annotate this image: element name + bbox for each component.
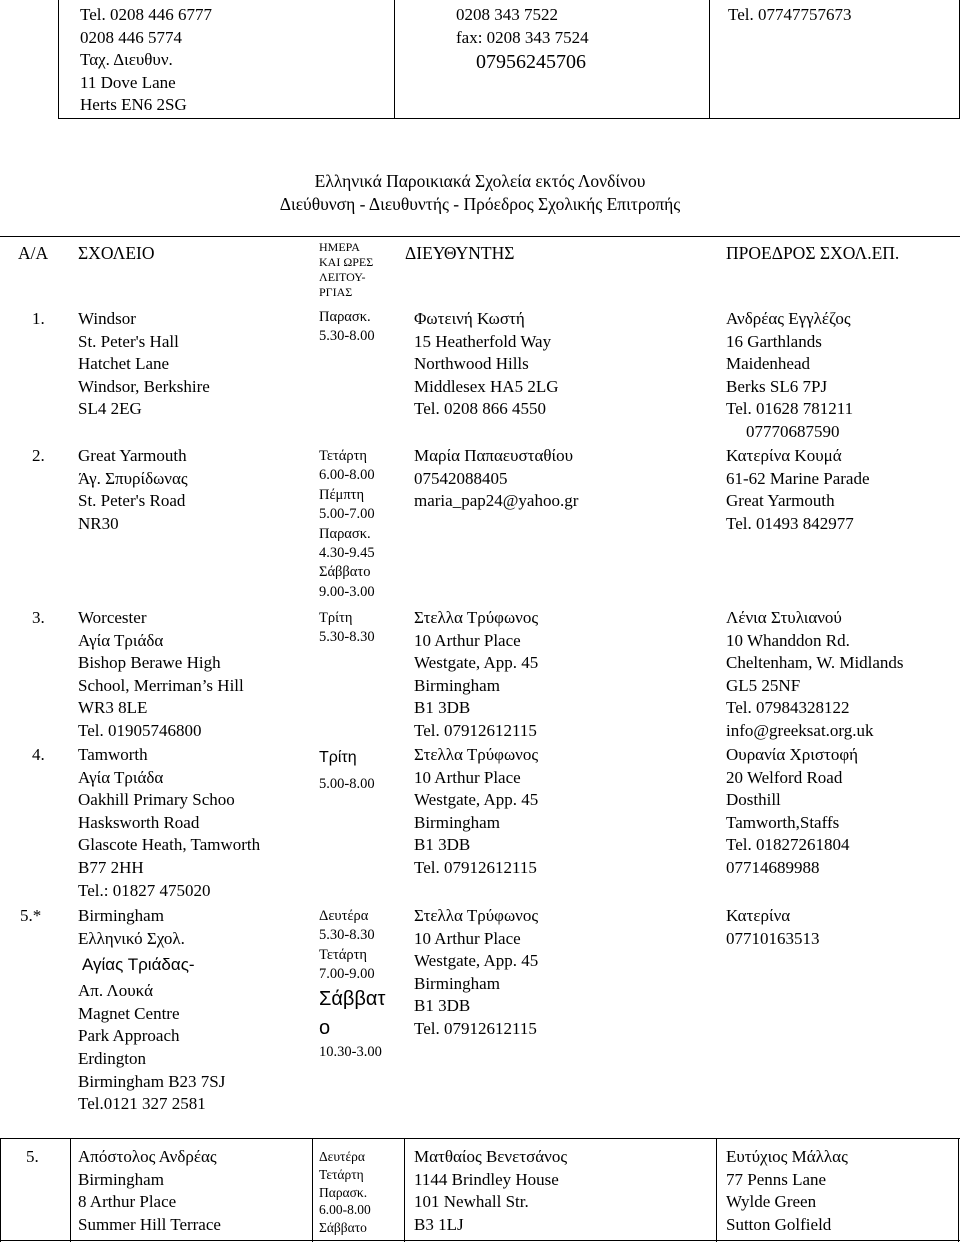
school-line: Hatchet Lane xyxy=(78,354,170,374)
school-line: Αγία Τριάδα xyxy=(78,767,164,787)
top-divider-2 xyxy=(709,0,710,118)
chair-line: Great Yarmouth xyxy=(726,491,835,511)
chair-line: Κατερίνα Κουμά xyxy=(726,446,842,465)
director-line: Στελλα Τρύφωνος xyxy=(414,745,539,764)
top-col1-line: Tel. 0208 446 6777 xyxy=(80,5,212,24)
row-number: 1. xyxy=(32,309,45,328)
col-line xyxy=(404,1138,405,1242)
days-line: 5.00-8.00 xyxy=(319,776,375,792)
school-line: Tel.: 01827 475020 xyxy=(78,880,211,900)
school-line: 8 Arthur Place xyxy=(78,1192,177,1212)
director-line: 101 Newhall Str. xyxy=(414,1192,529,1212)
school-line: SL4 2EG xyxy=(78,399,142,419)
table-row-days xyxy=(319,907,385,1062)
director-line: Birmingham xyxy=(414,973,500,993)
table-row-days-time xyxy=(319,775,375,794)
chair-line: Tel. 07984328122 xyxy=(726,698,850,718)
days-line: 7.00-9.00 xyxy=(319,966,375,983)
chair-line: Berks SL6 7PJ xyxy=(726,376,828,396)
school-line: Birmingham B23 7SJ xyxy=(78,1071,226,1091)
director-line: Middlesex HA5 2LG xyxy=(414,376,559,396)
director-line: Northwood Hills xyxy=(414,354,529,374)
days-line: Τετάρτη xyxy=(319,448,368,464)
school-name: Windsor xyxy=(78,309,136,328)
col-line xyxy=(716,1138,717,1242)
top-col1-line: 0208 446 5774 xyxy=(80,27,182,47)
table-row-chair xyxy=(726,1146,848,1236)
table-row-days xyxy=(319,748,357,767)
header-chair: ΠΡΟΕΔΡΟΣ ΣΧΟΛ.ΕΠ. xyxy=(726,243,900,263)
table-row-director xyxy=(414,744,538,880)
director-line: B3 1LJ xyxy=(414,1214,464,1234)
chair-line: Ανδρέας Εγγλέζος xyxy=(726,309,851,328)
table-top-rule xyxy=(0,236,960,237)
school-line: Birmingham xyxy=(78,1169,164,1189)
school-line: Ελληνικό Σχολ. xyxy=(78,928,185,948)
top-col2-mobile: 07956245706 xyxy=(476,51,586,74)
top-col2-line: fax: 0208 343 7524 xyxy=(456,27,589,47)
table-row-school xyxy=(78,905,225,1116)
director-line: B1 3DB xyxy=(414,698,471,718)
school-line: School, Merriman’s Hill xyxy=(78,675,244,695)
director-line: maria_pap24@yahoo.gr xyxy=(414,491,579,511)
table-row-days xyxy=(319,609,375,648)
director-line: 07542088405 xyxy=(414,468,508,488)
header-days-line: ΡΓΙΑΣ xyxy=(319,285,353,299)
header-days-line: ΛΕΙΤΟΥ- xyxy=(319,270,366,284)
days-line: 9.00-3.00 xyxy=(319,583,375,600)
table-row-school xyxy=(78,1146,221,1236)
school-line: Απ. Λουκά xyxy=(78,981,153,1001)
header-director: ΔΙΕΥΘΥΝΤΗΣ xyxy=(405,243,515,263)
chair-line: Tamworth,Staffs xyxy=(726,812,840,832)
days-line: Τρίτη xyxy=(319,749,357,766)
days-line: Παρασκ. xyxy=(319,309,371,325)
chair-line: 77 Penns Lane xyxy=(726,1169,827,1189)
table-row-school xyxy=(78,607,244,743)
director-line: Westgate, App. 45 xyxy=(414,653,539,673)
chair-line: GL5 25NF xyxy=(726,675,801,695)
table-row-chair xyxy=(726,744,858,880)
days-line: Παρασκ. xyxy=(319,525,371,542)
days-line: Δευτέρα xyxy=(319,1149,365,1164)
chair-line: 16 Garthlands xyxy=(726,331,822,351)
table-row-days xyxy=(319,308,375,347)
days-line: Παρασκ. xyxy=(319,1184,368,1200)
director-line: B1 3DB xyxy=(414,996,471,1016)
director-line: Tel. 07912612115 xyxy=(414,1018,537,1038)
top-col1-line: Herts EN6 2SG xyxy=(80,95,187,115)
chair-line: Λένια Στυλιανού xyxy=(726,608,842,627)
table-row-chair xyxy=(726,308,853,444)
chair-line: 61-62 Marine Parade xyxy=(726,468,870,488)
school-line: Αγία Τριάδα xyxy=(78,630,164,650)
chair-line: Dosthill xyxy=(726,790,781,810)
director-line: 15 Heatherfold Way xyxy=(414,331,552,351)
table-row-chair xyxy=(726,905,820,950)
top-col1-line: 11 Dove Lane xyxy=(80,72,176,92)
days-line: 5.30-8.30 xyxy=(319,927,375,944)
table-row-school xyxy=(78,445,188,535)
col-line xyxy=(312,1138,313,1242)
school-line: Άγ. Σπυρίδωνας xyxy=(78,468,188,488)
school-name: Worcester xyxy=(78,608,147,627)
row-number: 3. xyxy=(32,608,45,627)
col-line xyxy=(0,1138,1,1242)
director-line: Στελλα Τρύφωνος xyxy=(414,608,539,627)
header-days-line: ΚΑΙ ΩΡΕΣ xyxy=(319,255,374,269)
chair-line: Ευτύχιος Μάλλας xyxy=(726,1147,848,1166)
page-title: Ελληνικά Παροικιακά Σχολεία εκτός Λονδίνου xyxy=(314,171,646,191)
school-line: Glascote Heath, Tamworth xyxy=(78,835,261,855)
row-number: 2. xyxy=(32,446,45,465)
chair-line: Maidenhead xyxy=(726,354,811,374)
director-line: 10 Arthur Place xyxy=(414,767,521,787)
days-line: Δευτέρα xyxy=(319,908,369,924)
row-number: 5. xyxy=(26,1147,39,1166)
school-line: Bishop Berawe High xyxy=(78,653,221,673)
director-line: Φωτεινή Κωστή xyxy=(414,309,525,328)
school-line: B77 2HH xyxy=(78,857,144,877)
school-name: Tamworth xyxy=(78,745,148,764)
table-row-director xyxy=(414,607,538,743)
col-line xyxy=(958,1138,959,1242)
days-line: Πέμπτη xyxy=(319,486,365,503)
director-line: Birmingham xyxy=(414,675,500,695)
school-line: Erdington xyxy=(78,1048,146,1068)
top-contact-col2 xyxy=(456,4,589,76)
chair-line: Ουρανία Χριστοφή xyxy=(726,745,859,764)
chair-line: info@greeksat.org.uk xyxy=(726,720,874,740)
school-line: Hasksworth Road xyxy=(78,812,200,832)
chair-line: Κατερίνα xyxy=(726,906,791,925)
chair-line: Cheltenham, W. Midlands xyxy=(726,653,904,673)
school-line: Αγίας Τριάδας- xyxy=(82,955,195,975)
page-subtitle: Διεύθυνση - Διευθυντής - Πρόεδρος Σχολικής Επιτροπής xyxy=(279,194,681,214)
chair-line: 20 Welford Road xyxy=(726,767,843,787)
school-line: Summer Hill Terrace xyxy=(78,1214,221,1234)
table-row-days xyxy=(319,1148,371,1237)
table-row-days xyxy=(319,447,375,602)
col-line xyxy=(70,1138,71,1242)
top-divider-1 xyxy=(394,0,395,118)
director-line: Westgate, App. 45 xyxy=(414,951,539,971)
school-line: NR30 xyxy=(78,513,119,533)
chair-line: Wylde Green xyxy=(726,1192,817,1212)
table-row-chair xyxy=(726,607,904,743)
table-bottom-rule xyxy=(0,1240,960,1241)
header-days xyxy=(319,240,373,300)
school-name: Birmingham xyxy=(78,906,164,925)
director-line: Στελλα Τρύφωνος xyxy=(414,906,539,925)
school-line: Tel. 01905746800 xyxy=(78,720,202,740)
top-col1-line: Ταχ. Διευθυν. xyxy=(80,50,173,70)
days-line: Τετάρτη xyxy=(319,1166,364,1182)
director-line: Tel. 07912612115 xyxy=(414,720,537,740)
school-line: Magnet Centre xyxy=(78,1003,180,1023)
days-line: 5.00-7.00 xyxy=(319,506,375,523)
school-line: Tel.0121 327 2581 xyxy=(78,1094,206,1114)
top-col2-line: 0208 343 7522 xyxy=(456,5,558,24)
table-row-school xyxy=(78,308,210,421)
days-line: 6.00-8.00 xyxy=(319,467,375,484)
chair-line: 07714689988 xyxy=(726,857,820,877)
school-line: St. Peter's Hall xyxy=(78,331,179,351)
header-aa: Α/Α xyxy=(18,243,49,263)
days-line: 10.30-3.00 xyxy=(319,1043,382,1060)
chair-line: Tel. 01628 781211 xyxy=(726,399,854,419)
row-number: 4. xyxy=(32,745,45,764)
table-row-director xyxy=(414,905,538,1041)
school-line: Windsor, Berkshire xyxy=(78,376,210,396)
table-row-school xyxy=(78,744,260,902)
director-line: 10 Arthur Place xyxy=(414,928,521,948)
school-line: WR3 8LE xyxy=(78,698,148,718)
school-line: Park Approach xyxy=(78,1026,180,1046)
days-line: 6.00-8.00 xyxy=(319,1202,371,1218)
days-line: Σάββατο xyxy=(319,1220,367,1236)
top-contact-col3 xyxy=(728,4,851,27)
days-line: 4.30-9.45 xyxy=(319,545,375,562)
days-line: Σάββατ xyxy=(319,987,386,1010)
days-line: Σάββατο xyxy=(319,564,371,581)
director-line: Birmingham xyxy=(414,812,500,832)
table-row-director xyxy=(414,445,578,513)
director-line: Westgate, App. 45 xyxy=(414,790,539,810)
days-line: 5.30-8.30 xyxy=(319,629,375,646)
school-name: Απόστολος Ανδρέας xyxy=(78,1147,217,1166)
top-col3-line: Tel. 07747757673 xyxy=(728,5,852,24)
header-days-line: ΗΜΕΡΑ xyxy=(319,240,360,254)
days-line: Τετάρτη xyxy=(319,946,368,963)
director-line: Ματθαίος Βενετσάνος xyxy=(414,1147,568,1166)
director-line: 1144 Brindley House xyxy=(414,1169,559,1189)
header-school: ΣΧΟΛΕΙΟ xyxy=(78,243,155,263)
table-row-director xyxy=(414,308,558,421)
days-line: ο xyxy=(319,1016,331,1039)
days-line: 5.30-8.00 xyxy=(319,328,375,345)
table-row-chair xyxy=(726,445,870,535)
row-number: 5.* xyxy=(20,906,42,925)
director-line: B1 3DB xyxy=(414,835,471,855)
chair-line: 07770687590 xyxy=(746,421,840,441)
top-contact-col1 xyxy=(80,4,212,117)
director-line: Tel. 07912612115 xyxy=(414,857,537,877)
school-line: St. Peter's Road xyxy=(78,491,186,511)
director-line: 10 Arthur Place xyxy=(414,630,521,650)
school-name: Great Yarmouth xyxy=(78,446,187,465)
table-row-director xyxy=(414,1146,567,1236)
chair-line: Tel. 01827261804 xyxy=(726,835,850,855)
days-line: Τρίτη xyxy=(319,610,353,626)
school-line: Oakhill Primary Schoo xyxy=(78,790,235,810)
table-section-rule xyxy=(0,1138,960,1139)
director-line: Μαρία Παπαευσταθίου xyxy=(414,446,574,465)
chair-line: Tel. 01493 842977 xyxy=(726,513,854,533)
director-line: Tel. 0208 866 4550 xyxy=(414,399,546,419)
chair-line: 10 Whanddon Rd. xyxy=(726,630,850,650)
chair-line: 07710163513 xyxy=(726,928,820,948)
chair-line: Sutton Golfield xyxy=(726,1214,832,1234)
